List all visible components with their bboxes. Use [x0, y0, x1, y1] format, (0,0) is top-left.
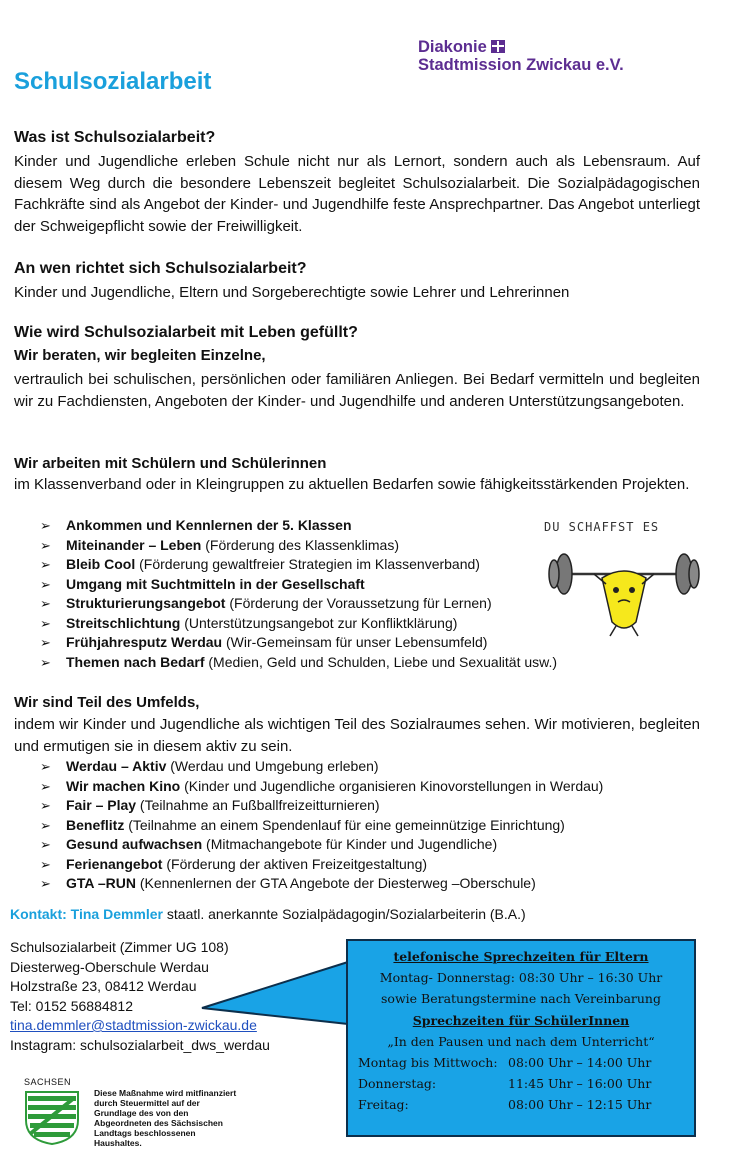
arrow-bullet-icon: ➢: [40, 654, 51, 670]
contact-name: Kontakt: Tina Demmler: [10, 906, 163, 922]
hours-row: Montag bis Mittwoch: 08:00 Uhr – 14:00 Uhr: [358, 1055, 652, 1070]
funding-note: Diese Maßnahme wird mitfinanziert durch Steuermittel auf der Grundlage des von den Abgeordneten des Sächsischen Landtags beschlossenen Haushaltes.: [94, 1088, 237, 1148]
list-item: ➢ Umgang mit Suchtmitteln in der Gesellschaft: [14, 575, 574, 595]
list-item: ➢ Fair – Play (Teilnahme an Fußballfreizeitturnieren): [14, 796, 714, 816]
arrow-bullet-icon: ➢: [40, 537, 51, 553]
saxony-label: SACHSEN: [24, 1077, 72, 1087]
arrow-bullet-icon: ➢: [40, 817, 51, 833]
section3-text: vertraulich bei schulischen, persönlichen oder familiären Anliegen. Bei Bedarf vermitteln und begleiten wir zu Fachdiensten, Angeboten der Kinder- und Jugendhilfe und anderen Unterstützungsangeboten.: [14, 371, 700, 410]
arrow-bullet-icon: ➢: [40, 596, 51, 611]
logo-line2: Stadtmission Zwickau e.V.: [418, 56, 624, 74]
diakonie-logo: [418, 38, 624, 74]
saxony-coat-of-arms-icon: [24, 1090, 80, 1146]
list-item: ➢ Beneflitz (Teilnahme an einem Spendenlauf für eine gemeinnützige Einrichtung): [14, 816, 714, 836]
section5-subheading: Wir sind Teil des Umfelds,: [14, 694, 200, 711]
hours-row: Donnerstag: 11:45 Uhr – 16:00 Uhr: [358, 1076, 652, 1091]
hours-row: Freitag: 08:00 Uhr – 12:15 Uhr: [358, 1097, 652, 1112]
section4-subheading: Wir arbeiten mit Schülern und Schülerinnen: [14, 455, 327, 472]
contact-line: [10, 906, 526, 922]
email-link[interactable]: tina.demmler@stadtmission-zwickau.de: [10, 1017, 257, 1033]
section3-subheading: Wir beraten, wir begleiten Einzelne,: [14, 347, 266, 364]
weightlifter-icon: [544, 534, 704, 638]
list-item: ➢ Wir machen Kino (Kinder und Jugendliche organisieren Kinovorstellungen in Werdau): [14, 777, 714, 797]
drawing-caption: DU SCHAFFST ES: [544, 520, 660, 534]
arrow-bullet-icon: ➢: [40, 798, 51, 813]
students-hours-note: „In den Pausen und nach dem Unterricht“: [387, 1034, 655, 1049]
list-item: ➢ Themen nach Bedarf (Medien, Geld und Schulden, Liebe und Sexualität usw.): [14, 653, 574, 673]
section5-text: indem wir Kinder und Jugendliche als wichtigen Teil des Sozialraumes sehen. Wir motivieren, begleiten und ermutigen sie in diesem aktiv zu sein.: [14, 716, 700, 755]
list-item: ➢ Frühjahresputz Werdau (Wir-Gemeinsam für unser Lebensumfeld): [14, 633, 574, 653]
contact-title: staatl. anerkannte Sozialpädagogin/Sozialarbeiterin (B.A.): [163, 906, 526, 922]
list-item: ➢ Streitschlichtung (Unterstützungsangebot zur Konfliktklärung): [14, 614, 574, 634]
arrow-bullet-icon: ➢: [40, 635, 51, 650]
list-item: ➢ Werdau – Aktiv (Werdau und Umgebung erleben): [14, 757, 714, 777]
list-item: ➢ GTA –RUN (Kennenlernen der GTA Angebote der Diesterweg –Oberschule): [14, 874, 714, 894]
section2-heading: An wen richtet sich Schulsozialarbeit?: [14, 260, 307, 277]
arrow-bullet-icon: ➢: [40, 837, 51, 852]
list-item: ➢ Ankommen und Kennlernen der 5. Klassen: [14, 516, 574, 536]
arrow-bullet-icon: ➢: [40, 856, 51, 872]
appointments-note: sowie Beratungstermine nach Vereinbarung: [381, 991, 661, 1006]
arrow-bullet-icon: ➢: [40, 778, 51, 794]
list-item: ➢ Strukturierungsangebot (Förderung der Voraussetzung für Lernen): [14, 594, 574, 614]
list-item: ➢ Gesund aufwachsen (Mitmachangebote für Kinder und Jugendliche): [14, 835, 714, 855]
parents-hours: Montag- Donnerstag: 08:30 Uhr – 16:30 Uhr: [379, 970, 663, 985]
office-room: Schulsozialarbeit (Zimmer UG 108): [10, 939, 229, 955]
diakonie-cross-icon: [491, 40, 505, 53]
address: Holzstraße 23, 08412 Werdau: [10, 978, 197, 994]
bubble-pointer: [200, 960, 350, 1040]
arrow-bullet-icon: ➢: [40, 876, 51, 891]
arrow-bullet-icon: ➢: [40, 576, 51, 592]
list-item: ➢ Miteinander – Leben (Förderung des Klassenklimas): [14, 536, 574, 556]
instagram: Instagram: schulsozialarbeit_dws_werdau: [10, 1036, 270, 1053]
weightlifter-drawing: [544, 520, 704, 640]
arrow-bullet-icon: ➢: [40, 518, 51, 533]
section3-heading: Wie wird Schulsozialarbeit mit Leben gefüllt?: [14, 324, 358, 341]
section2-text: Kinder und Jugendliche, Eltern und Sorgeberechtigte sowie Lehrer und Lehrerinnen: [14, 284, 570, 301]
arrow-bullet-icon: ➢: [40, 557, 51, 572]
arrow-bullet-icon: ➢: [40, 759, 51, 774]
list-item: ➢ Bleib Cool (Förderung gewaltfreier Strategien im Klassenverband): [14, 555, 574, 575]
list-item: ➢ Ferienangebot (Förderung der aktiven Freizeitgestaltung): [14, 855, 714, 875]
section1-heading: Was ist Schulsozialarbeit?: [14, 129, 216, 146]
workshop-list: [14, 516, 574, 672]
community-list: [14, 757, 714, 894]
phone: Tel: 0152 56884812: [10, 997, 133, 1014]
section1-text: Kinder und Jugendliche erleben Schule nicht nur als Lernort, sondern auch als Lebensraum. Auf diesem Weg durch die besondere Lebenszeit begleitet Schulsozialarbeit. Die Sozialpädagogischen Fachkräfte sind als Angebot der Kinder- und Jugendhilfe feste Ansprechpartner. Das Angebot unterliegt der Schweigepflicht sowie der Freiwilligkeit.: [14, 153, 700, 235]
page-title: Schulsozialarbeit: [14, 68, 212, 95]
arrow-bullet-icon: ➢: [40, 615, 51, 631]
school-name: Diesterweg-Oberschule Werdau: [10, 958, 209, 975]
parents-hours-heading: telefonische Sprechzeiten für Eltern: [393, 949, 649, 964]
logo-line1: Diakonie: [418, 38, 487, 56]
office-hours-box: [346, 939, 696, 1137]
students-hours-heading: Sprechzeiten für SchülerInnen: [412, 1013, 630, 1028]
section4-text: im Klassenverband oder in Kleingruppen zu aktuellen Bedarfen sowie fähigkeitsstärkenden Projekten.: [14, 476, 690, 493]
